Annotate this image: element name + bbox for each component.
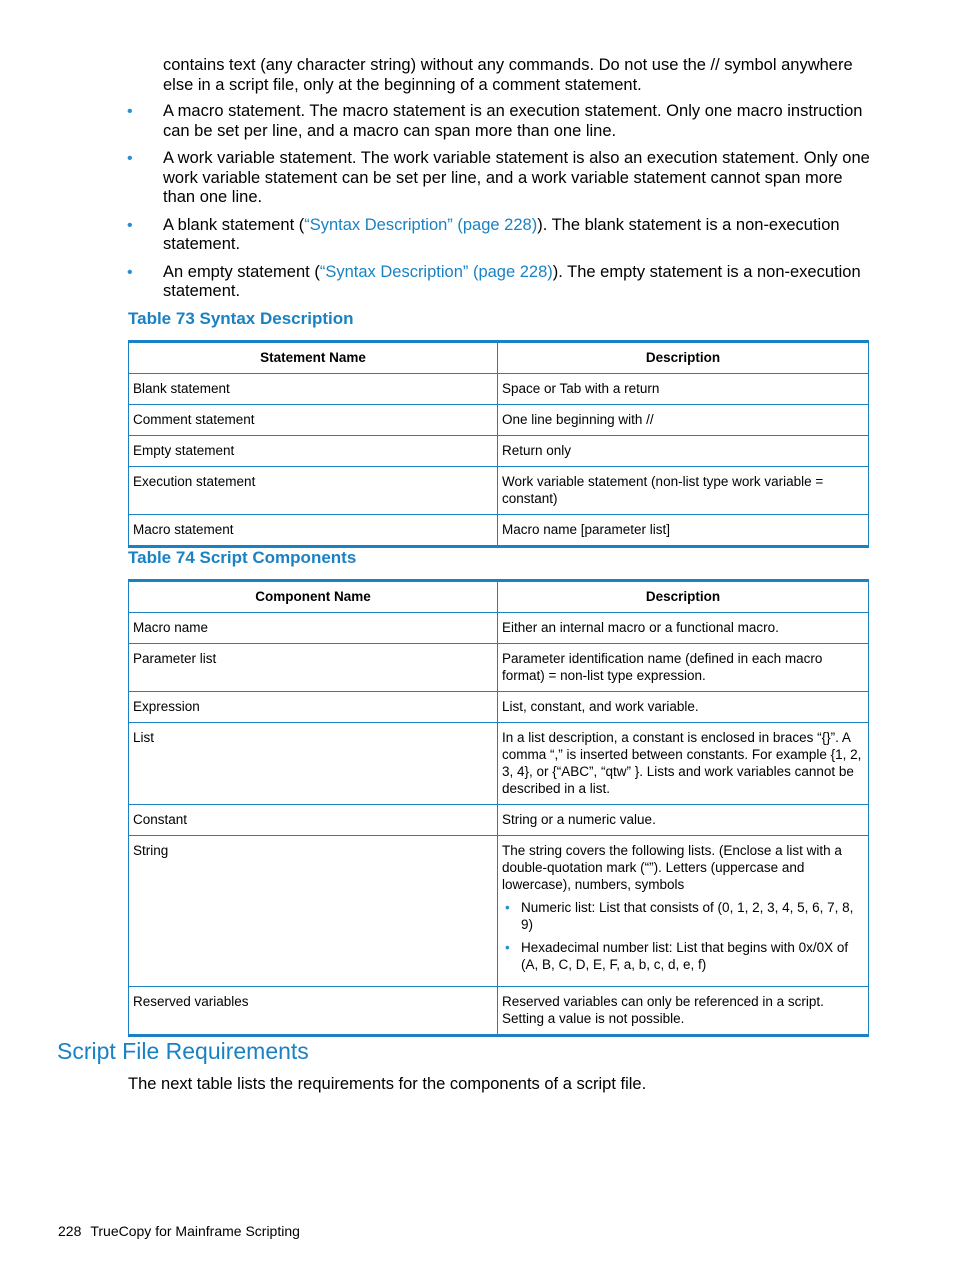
table-cell: Macro name <box>129 613 498 644</box>
bullet-item <box>0 216 873 255</box>
table-row <box>129 515 869 547</box>
bullet-dot-icon: • <box>127 150 133 167</box>
table-cell: List, constant, and work variable. <box>498 692 869 723</box>
bullet-dot-icon: • <box>127 263 133 281</box>
column-header: Description <box>498 581 869 613</box>
table-74-caption: Table 74 Script Components <box>128 548 357 567</box>
bullet-text-before: A blank statement ( <box>163 215 305 234</box>
bullet-text-before: An empty statement ( <box>163 262 320 281</box>
intro-text: contains text (any character string) without any commands. Do not use the // symbol anywhere else in a script file, only at the beginning of a comment statement. <box>163 56 853 94</box>
bullet-dot-icon: • <box>127 216 133 234</box>
table-row <box>129 987 869 1036</box>
bullet-item <box>0 149 873 208</box>
table-row <box>129 613 869 644</box>
table-header-row <box>129 342 869 374</box>
table-cell: Parameter identification name (defined in each macro format) = non-list type expression. <box>498 644 869 692</box>
table-cell: Execution statement <box>129 467 498 515</box>
table-cell <box>498 836 869 987</box>
syntax-description-table <box>128 340 869 548</box>
bullet-text-after: ). The empty statement is a non-execution statement. <box>163 262 861 300</box>
bullet-dot-icon: • <box>127 103 133 120</box>
bullet-item <box>0 102 873 141</box>
table-cell: Parameter list <box>129 644 498 692</box>
list-item <box>502 939 863 973</box>
string-sublist <box>502 899 863 973</box>
table-cell: Reserved variables <box>129 987 498 1036</box>
syntax-description-link[interactable]: “Syntax Description” (page 228) <box>319 262 553 281</box>
list-item-text: Numeric list: List that consists of (0, 1, 2, 3, 4, 5, 6, 7, 8, 9) <box>521 900 854 932</box>
table-cell: One line beginning with // <box>498 405 869 436</box>
bullet-text-after: ). The blank statement is a non-execution statement. <box>163 215 840 253</box>
table-cell: Blank statement <box>129 374 498 405</box>
page-number: 228 <box>58 1223 82 1239</box>
syntax-description-link[interactable]: “Syntax Description” (page 228) <box>304 215 538 234</box>
bullet-text: A work variable statement. The work variable statement is also an execution statement. Only one work variable statement can be set per line, and a work variable statement cannot span more than one line. <box>163 149 870 206</box>
table-cell: String <box>129 836 498 987</box>
table-row <box>129 436 869 467</box>
table-cell: Macro name [parameter list] <box>498 515 869 547</box>
document-title: TrueCopy for Mainframe Scripting <box>90 1223 300 1239</box>
table-row <box>129 836 869 987</box>
statement-bullet-list <box>0 102 954 310</box>
table-row <box>129 805 869 836</box>
bullet-text: A macro statement. The macro statement is an execution statement. Only one macro instruction can be set per line, and a macro can span more than one line. <box>163 102 863 140</box>
bullet-item <box>0 263 873 302</box>
table-header-row <box>129 581 869 613</box>
table-row <box>129 723 869 805</box>
table-row <box>129 374 869 405</box>
table-cell: String or a numeric value. <box>498 805 869 836</box>
table-cell: Work variable statement (non-list type work variable = constant) <box>498 467 869 515</box>
table-cell: Empty statement <box>129 436 498 467</box>
table-row <box>129 644 869 692</box>
table-cell: Reserved variables can only be referenced in a script. Setting a value is not possible. <box>498 987 869 1036</box>
table-row <box>129 692 869 723</box>
table-cell: List <box>129 723 498 805</box>
script-components-table <box>128 579 869 1037</box>
table-73-caption: Table 73 Syntax Description <box>128 309 354 328</box>
bullet-dot-icon: • <box>505 940 510 955</box>
table-cell: Comment statement <box>129 405 498 436</box>
page-footer <box>58 1223 300 1239</box>
table-cell: Macro statement <box>129 515 498 547</box>
table-cell: Return only <box>498 436 869 467</box>
bullet-dot-icon: • <box>505 900 510 915</box>
table-row <box>129 467 869 515</box>
table-cell: In a list description, a constant is enclosed in braces “{}”. A comma “,” is inserted between constants. For example {1, 2, 3, 4}, or {“ABC”, “qtw” }. Lists and work variables cannot be described in a list. <box>498 723 869 805</box>
table-cell: Space or Tab with a return <box>498 374 869 405</box>
section-heading: Script File Requirements <box>57 1038 309 1064</box>
list-item <box>502 899 863 933</box>
table-cell: Constant <box>129 805 498 836</box>
column-header: Description <box>498 342 869 374</box>
table-cell: Either an internal macro or a functional macro. <box>498 613 869 644</box>
column-header: Statement Name <box>129 342 498 374</box>
string-description: The string covers the following lists. (Enclose a list with a double-quotation mark (“”). Letters (uppercase and lowercase), numbers, symbols <box>502 843 842 892</box>
column-header: Component Name <box>129 581 498 613</box>
intro-paragraph <box>163 56 873 95</box>
table-cell: Expression <box>129 692 498 723</box>
table-row <box>129 405 869 436</box>
list-item-text: Hexadecimal number list: List that begins with 0x/0X of (A, B, C, D, E, F, a, b, c, d, e, f) <box>521 940 849 972</box>
section-text: The next table lists the requirements for the components of a script file. <box>128 1075 647 1093</box>
